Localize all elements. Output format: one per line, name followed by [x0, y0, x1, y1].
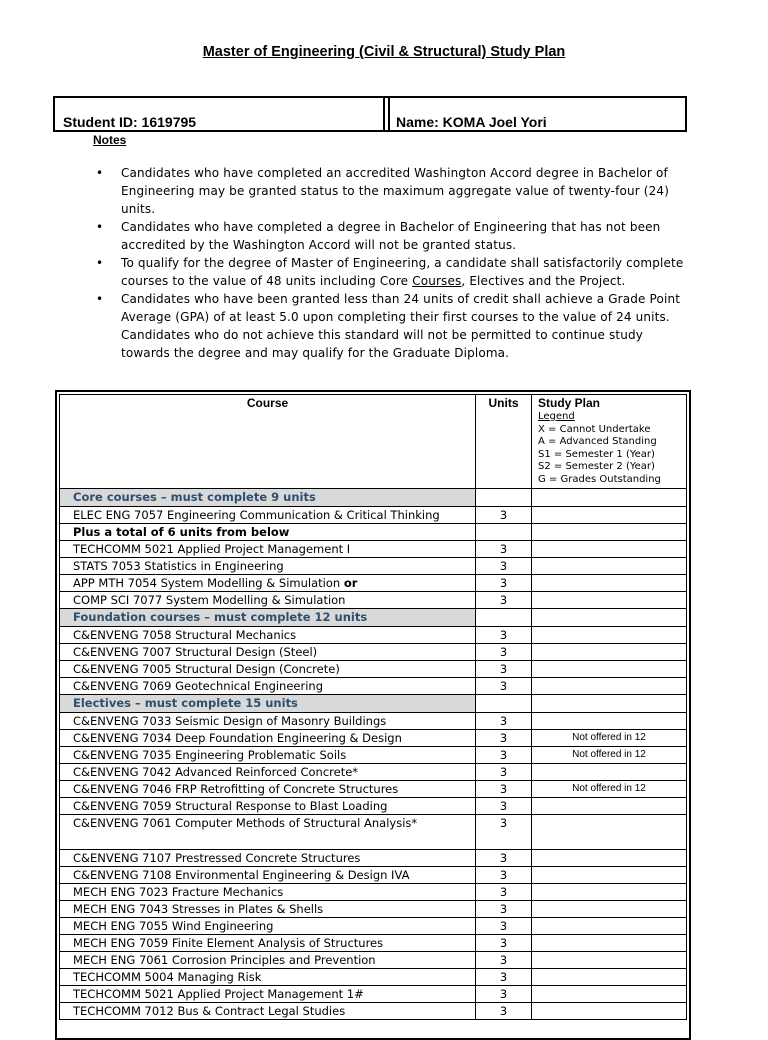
student-id: Student ID: 1619795	[55, 98, 385, 130]
units-cell: 3	[476, 558, 532, 575]
table-row	[60, 901, 687, 918]
study-plan-cell	[532, 986, 687, 1003]
course-cell: C&ENVENG 7059 Structural Response to Blast Loading	[60, 798, 476, 815]
units-cell: 3	[476, 747, 532, 764]
courses-link[interactable]: Courses	[412, 274, 462, 288]
course-cell: C&ENVENG 7033 Seismic Design of Masonry Buildings	[60, 713, 476, 730]
table-row	[60, 678, 687, 695]
units-cell: 3	[476, 507, 532, 524]
course-cell: C&ENVENG 7069 Geotechnical Engineering	[60, 678, 476, 695]
course-cell: C&ENVENG 7005 Structural Design (Concrete)	[60, 661, 476, 678]
table-row	[60, 781, 687, 798]
bullet-icon: •	[96, 256, 104, 270]
study-plan-cell	[532, 901, 687, 918]
course-cell: MECH ENG 7055 Wind Engineering	[60, 918, 476, 935]
units-cell: 3	[476, 850, 532, 867]
bullet-icon: •	[96, 166, 104, 180]
study-plan-cell	[532, 695, 687, 713]
study-plan-cell	[532, 884, 687, 901]
note-item: • Candidates who have been granted less than 24 units of credit shall achieve a Grade Point Average (GPA) of at least 5.0 upon completing their first courses to the value of 24 units. Candidates who do not achieve this standard will not be permitted to continue study towards the degree and may qualify for the Graduate Diploma.	[96, 292, 681, 360]
table-row	[60, 815, 687, 850]
course-cell: MECH ENG 7059 Finite Element Analysis of Structures	[60, 935, 476, 952]
notes-heading: Notes	[93, 133, 127, 147]
study-plan-cell	[532, 850, 687, 867]
units-cell	[476, 609, 532, 627]
study-plan-cell	[532, 592, 687, 609]
course-cell: COMP SCI 7077 System Modelling & Simulation	[60, 592, 476, 609]
units-cell: 3	[476, 918, 532, 935]
note-item: • Candidates who have completed an accredited Washington Accord degree in Bachelor of Engineering may be granted status to the maximum aggregate value of twenty-four (24) units.	[96, 166, 670, 216]
table-row	[60, 747, 687, 764]
units-cell: 3	[476, 781, 532, 798]
table-row	[60, 986, 687, 1003]
table-row	[60, 661, 687, 678]
course-cell: MECH ENG 7043 Stresses in Plates & Shells	[60, 901, 476, 918]
study-plan-cell	[532, 1003, 687, 1020]
table-row	[60, 730, 687, 747]
course-cell: STATS 7053 Statistics in Engineering	[60, 558, 476, 575]
notes-list	[93, 164, 693, 362]
units-cell: 3	[476, 764, 532, 781]
table-row	[60, 627, 687, 644]
study-plan-cell	[532, 678, 687, 695]
note-item: • To qualify for the degree of Master of Engineering, a candidate shall satisfactorily complete courses to the value of 48 units including Core Courses, Electives and the Project.	[96, 256, 684, 288]
study-plan-cell	[532, 764, 687, 781]
course-cell: TECHCOMM 5021 Applied Project Management 1#	[60, 986, 476, 1003]
table-row	[60, 541, 687, 558]
study-plan-cell	[532, 507, 687, 524]
bullet-icon: •	[96, 292, 104, 306]
course-cell: C&ENVENG 7108 Environmental Engineering & Design IVA	[60, 867, 476, 884]
course-cell: MECH ENG 7061 Corrosion Principles and Prevention	[60, 952, 476, 969]
course-cell: C&ENVENG 7046 FRP Retrofitting of Concrete Structures	[60, 781, 476, 798]
table-row	[60, 507, 687, 524]
units-cell: 3	[476, 815, 532, 850]
study-plan-table	[59, 394, 687, 1020]
study-plan-cell: Not offered in 12	[532, 747, 687, 764]
table-row	[60, 798, 687, 815]
table-row	[60, 935, 687, 952]
units-cell	[476, 524, 532, 541]
section-row	[60, 695, 687, 713]
course-header: Course	[60, 395, 476, 489]
table-row	[60, 558, 687, 575]
units-cell: 3	[476, 730, 532, 747]
student-name: Name: KOMA Joel Yori	[388, 98, 685, 130]
table-row	[60, 969, 687, 986]
units-cell	[476, 489, 532, 507]
table-row	[60, 713, 687, 730]
course-cell: C&ENVENG 7007 Structural Design (Steel)	[60, 644, 476, 661]
course-cell: Foundation courses – must complete 12 units	[60, 609, 476, 627]
units-cell: 3	[476, 627, 532, 644]
study-plan-cell	[532, 609, 687, 627]
course-cell: Core courses – must complete 9 units	[60, 489, 476, 507]
course-cell: Plus a total of 6 units from below	[60, 524, 476, 541]
study-plan-cell	[532, 918, 687, 935]
units-cell: 3	[476, 661, 532, 678]
units-cell	[476, 695, 532, 713]
study-plan-cell	[532, 661, 687, 678]
study-plan-cell	[532, 644, 687, 661]
course-cell: TECHCOMM 7012 Bus & Contract Legal Studies	[60, 1003, 476, 1020]
study-plan-cell	[532, 575, 687, 592]
page-title: Master of Engineering (Civil & Structural) Study Plan	[202, 44, 566, 60]
study-plan-cell	[532, 952, 687, 969]
course-cell: MECH ENG 7023 Fracture Mechanics	[60, 884, 476, 901]
table-row	[60, 867, 687, 884]
study-plan-cell	[532, 524, 687, 541]
units-cell: 3	[476, 867, 532, 884]
section-row	[60, 489, 687, 507]
units-cell: 3	[476, 678, 532, 695]
units-cell: 3	[476, 952, 532, 969]
table-row	[60, 575, 687, 592]
units-cell: 3	[476, 969, 532, 986]
course-cell: TECHCOMM 5021 Applied Project Management I	[60, 541, 476, 558]
course-cell: C&ENVENG 7042 Advanced Reinforced Concrete*	[60, 764, 476, 781]
course-cell: TECHCOMM 5004 Managing Risk	[60, 969, 476, 986]
units-cell: 3	[476, 713, 532, 730]
course-cell: C&ENVENG 7058 Structural Mechanics	[60, 627, 476, 644]
study-plan-cell: Not offered in 12	[532, 730, 687, 747]
table-row	[60, 764, 687, 781]
note-item: • Candidates who have completed a degree in Bachelor of Engineering that has not been accredited by the Washington Accord will not be granted status.	[96, 220, 661, 252]
units-cell: 3	[476, 592, 532, 609]
course-cell: ELEC ENG 7057 Engineering Communication & Critical Thinking	[60, 507, 476, 524]
study-plan-cell	[532, 627, 687, 644]
table-row	[60, 644, 687, 661]
study-plan-cell	[532, 541, 687, 558]
units-cell: 3	[476, 901, 532, 918]
table-row	[60, 952, 687, 969]
study-plan-cell	[532, 935, 687, 952]
table-row	[60, 524, 687, 541]
course-cell: Electives – must complete 15 units	[60, 695, 476, 713]
units-cell: 3	[476, 644, 532, 661]
study-plan-header: Study Plan Legend X = Cannot Undertake A = Advanced Standing S1 = Semester 1 (Year) S2 = Semester 2 (Year) G = Grades Outstanding	[532, 395, 687, 489]
course-cell: C&ENVENG 7035 Engineering Problematic Soils	[60, 747, 476, 764]
units-cell: 3	[476, 935, 532, 952]
units-cell: 3	[476, 575, 532, 592]
course-cell: C&ENVENG 7107 Prestressed Concrete Structures	[60, 850, 476, 867]
table-row	[60, 850, 687, 867]
bullet-icon: •	[96, 220, 104, 234]
table-row	[60, 884, 687, 901]
table-header-row	[60, 395, 687, 489]
study-plan-cell	[532, 489, 687, 507]
student-info-box	[53, 96, 687, 132]
units-cell: 3	[476, 1003, 532, 1020]
units-cell: 3	[476, 541, 532, 558]
units-cell: 3	[476, 884, 532, 901]
units-header: Units	[476, 395, 532, 489]
table-row	[60, 918, 687, 935]
course-cell: APP MTH 7054 System Modelling & Simulation or	[60, 575, 476, 592]
study-plan-cell	[532, 867, 687, 884]
study-plan-cell: Not offered in 12	[532, 781, 687, 798]
study-plan-cell	[532, 798, 687, 815]
table-row	[60, 1003, 687, 1020]
study-plan-cell	[532, 558, 687, 575]
study-plan-cell	[532, 815, 687, 850]
legend: Legend X = Cannot Undertake A = Advanced Standing S1 = Semester 1 (Year) S2 = Semester 2 (Year) G = Grades Outstanding	[538, 411, 661, 485]
units-cell: 3	[476, 986, 532, 1003]
section-row	[60, 609, 687, 627]
course-cell: C&ENVENG 7034 Deep Foundation Engineering & Design	[60, 730, 476, 747]
units-cell: 3	[476, 798, 532, 815]
course-cell: C&ENVENG 7061 Computer Methods of Structural Analysis*	[60, 815, 476, 850]
table-row	[60, 592, 687, 609]
study-plan-cell	[532, 969, 687, 986]
study-plan-cell	[532, 713, 687, 730]
